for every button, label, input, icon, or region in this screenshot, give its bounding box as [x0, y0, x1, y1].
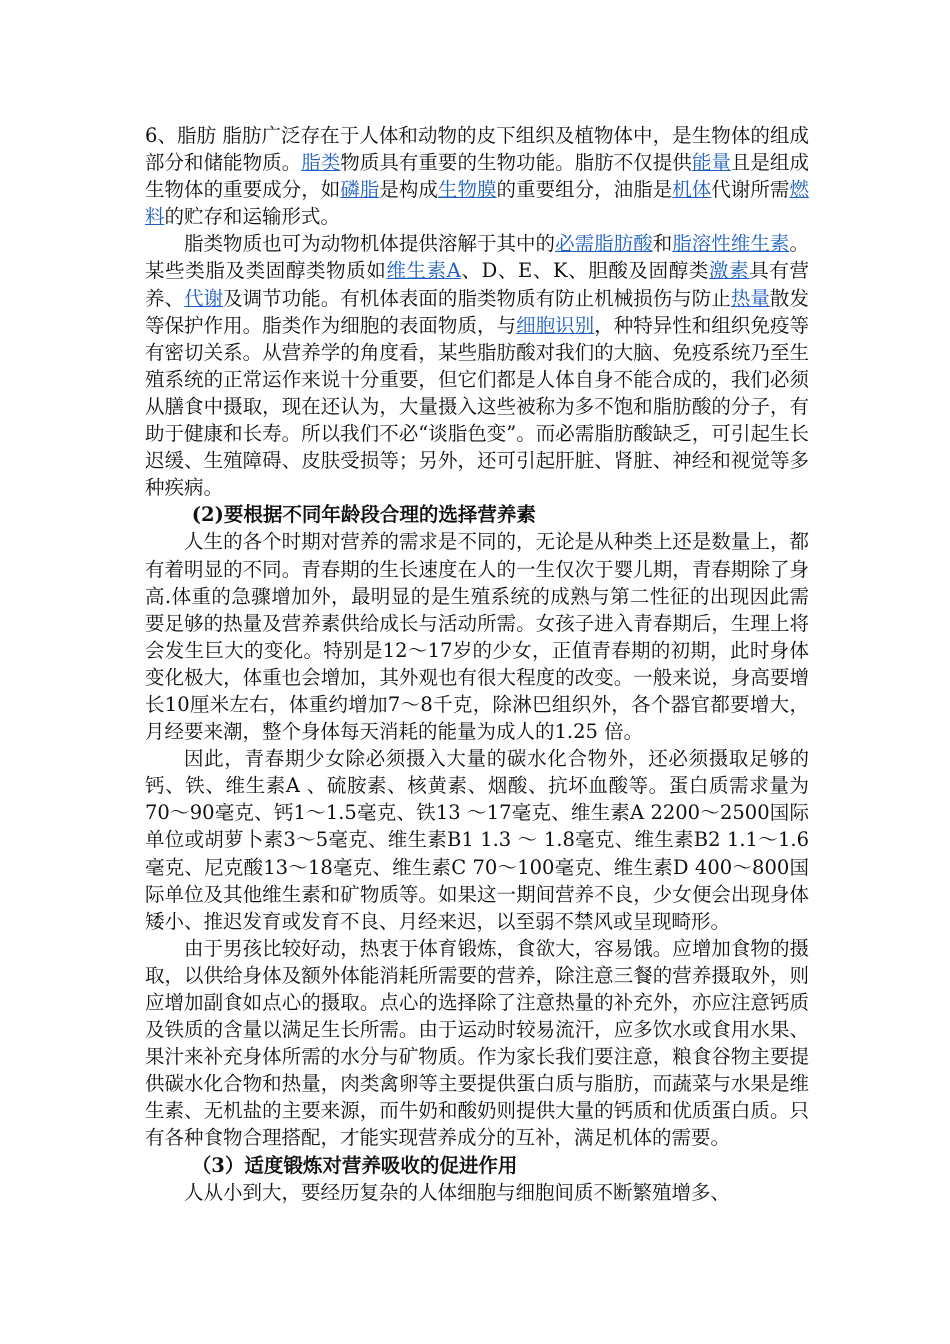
link-organism[interactable]: 机体 — [672, 178, 712, 202]
link-hormone[interactable]: 激素 — [709, 259, 750, 283]
text: 的重要组分，油脂是 — [496, 178, 673, 202]
text: 6、脂肪 脂肪广泛存在于人体和动物的皮下组织及植物体中，是生物体的组成部分和储能物质。 — [145, 124, 809, 175]
link-phospholipid[interactable]: 磷脂 — [340, 178, 380, 202]
link-fat-soluble-vitamins[interactable]: 脂溶性维生素 — [672, 232, 790, 256]
paragraph-girls-nutrition: 因此，青春期少女除必须摄入大量的碳水化合物外，还必须摄取足够的钙、铁、维生素A 、硫胺素、核黄素、烟酸、抗坏血酸等。蛋白质需求量为70～90毫克、钙1～1.5毫克、铁13 ～17毫克、维生素A 2200～2500国际单位或胡萝卜素3～5毫克、维生素B1 1.3 ～ 1.8毫克、维生素B2 1.1～1.6毫克、尼克酸13～18毫克、维生素C 70～100毫克、维生素D 400～800国际单位及其他维生素和矿物质等。如果这一期间营养不良，少女便会出现身体矮小、推迟发育或发育不良、月经来迟，以至弱不禁风或呈现畸形。 — [145, 747, 809, 933]
text: ，种特异性和组织免疫等有密切关系。从营养学的角度看，某些脂肪酸对我们的大脑、免疫系统乃至生殖系统的正常运作来说十分重要，但它们都是人体自身不能合成的，我们必须从膳食中摄取，现在还认为，大量摄入这些被称为多不饱和脂肪酸的分子，有助于健康和长寿。所以我们不必“谈脂色变”。而必需脂肪酸缺乏，可引起生长迟缓、生殖障碍、皮肤受损等；另外，还可引起肝脏、肾脏、神经和视觉等多种疾病。 — [145, 313, 809, 500]
text: 。某些类脂及类固醇类物质如 — [145, 232, 809, 283]
paragraph-lipid-functions — [145, 230, 809, 501]
text: 是构成 — [379, 178, 438, 202]
paragraph-boys-nutrition: 由于男孩比较好动，热衷于体育锻炼，食欲大，容易饿。应增加食物的摄取，以供给身体及额外体能消耗所需要的营养，除注意三餐的营养摄取外，则应增加副食如点心的摄取。点心的选择除了注意热量的补充外，亦应注意钙质及铁质的含量以满足生长所需。由于运动时较易流汗，应多饮水或食用水果、果汁来补充身体所需的水分与矿物质。作为家长我们要注意，粮食谷物主要提供碳水化合物和热量，肉类禽卵等主要提供蛋白质与脂肪，而蔬菜与水果是维生素、无机盐的主要来源，而牛奶和酸奶则提供大量的钙质和优质蛋白质。只有各种食物合理搭配，才能实现营养成分的互补，满足机体的需要。 — [145, 936, 809, 1150]
link-fuel[interactable]: 燃料 — [145, 178, 809, 229]
text: 和 — [652, 232, 673, 256]
paragraph-life-stages: 人生的各个时期对营养的需求是不同的，无论是从种类上还是数量上，都有着明显的不同。青春期的生长速度在人的一生仅次于婴儿期，青春期除了身高.体重的急骤增加外，最明显的是生殖系统的成熟与第二性征的出现因此需要足够的热量及营养素供给成长与活动所需。女孩子进入青春期后，生理上将会发生巨大的变化。特别是12～17岁的少女，正值青春期的初期，此时身体变化极大，体重也会增加，其外观也有很大程度的改变。一般来说，身高要增长10厘米左右，体重约增加7～8千克，除淋巴组织外，各个器官都要增大，月经要来潮，整个身体每天消耗的能量为成人的1.25 倍。 — [145, 530, 809, 744]
text: 的贮存和运输形式。 — [164, 205, 341, 229]
link-biomembrane[interactable]: 生物膜 — [437, 178, 497, 202]
link-lipids[interactable]: 脂类 — [301, 151, 341, 175]
text: 及调节功能。有机体表面的脂类物质有防止机械损伤与防止 — [223, 286, 731, 310]
text: 脂类物质也可为动物机体提供溶解于其中的 — [184, 232, 556, 256]
link-essential-fatty-acids[interactable]: 必需脂肪酸 — [555, 232, 653, 256]
link-metabolism[interactable]: 代谢 — [184, 286, 224, 310]
text: 物质具有重要的生物功能。脂肪不仅提供 — [340, 151, 692, 175]
link-vitamin-a[interactable]: 维生素A — [386, 259, 461, 283]
text: 、D、E、K、胆酸及固醇类 — [460, 259, 709, 283]
text: 且是组成生物体的重要成分，如 — [145, 151, 809, 202]
text: 具有营养、 — [145, 259, 809, 310]
link-energy[interactable]: 能量 — [691, 151, 731, 175]
text: 代谢所需 — [711, 178, 790, 202]
document-page — [145, 122, 809, 1206]
section-heading-3: （3）适度锻炼对营养吸收的促进作用 — [191, 1153, 518, 1177]
link-heat[interactable]: 热量 — [730, 286, 770, 310]
section-heading-2: (2)要根据不同年龄段合理的选择营养素 — [191, 503, 536, 527]
link-cell-recognition[interactable]: 细胞识别 — [516, 313, 595, 337]
paragraph-fat-intro — [145, 122, 809, 230]
paragraph-exercise: 人从小到大，要经历复杂的人体细胞与细胞间质不断繁殖增多、 — [184, 1180, 731, 1204]
text: 散发等保护作用。脂类作为细胞的表面物质，与 — [145, 286, 809, 337]
